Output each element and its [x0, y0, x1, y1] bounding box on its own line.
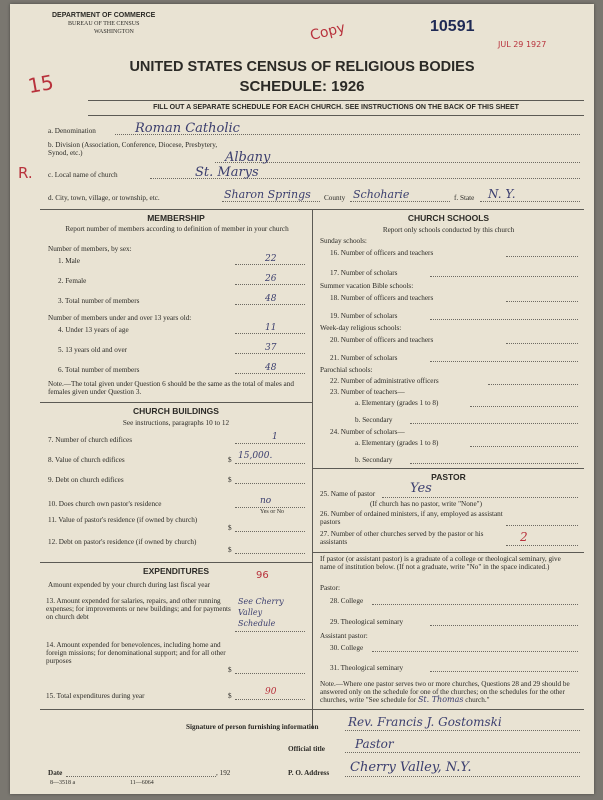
r-mark: R.	[18, 164, 33, 182]
census-schedule-sheet	[10, 4, 594, 794]
q24b-label: b. Secondary	[355, 456, 393, 464]
q11-dollar: $	[228, 524, 232, 532]
q13-label: 13. Amount expended for salaries, repairs, and other running expenses; for improvements or new buildings; and for payments on church debt	[46, 597, 231, 621]
q19-label: 19. Number of scholars	[330, 312, 398, 320]
q17-label: 17. Number of scholars	[330, 269, 398, 277]
q10-value: no	[260, 496, 272, 506]
q24a-label: a. Elementary (grades 1 to 8)	[355, 439, 439, 447]
q23a-label: a. Elementary (grades 1 to 8)	[355, 399, 439, 407]
q23-label: 23. Number of teachers—	[330, 388, 405, 396]
q15-value: 90	[265, 687, 277, 697]
q25-value: Yes	[410, 481, 432, 496]
po-address-label: P. O. Address	[288, 769, 330, 777]
q12-label: 12. Debt on pastor's residence (if owned by church)	[48, 538, 197, 546]
received-stamp: JUL 29 1927	[498, 40, 547, 49]
q3-label: 3. Total number of members	[58, 297, 140, 305]
po-address-value: Cherry Valley, N.Y.	[350, 760, 472, 775]
q7-value: 1	[272, 432, 278, 442]
q14-label: 14. Amount expended for benevolences, including home and foreign missions; for denominational support; and for all other purposes	[46, 641, 226, 665]
county-label: County	[324, 194, 346, 202]
form-number-2: 11—6064	[130, 780, 154, 786]
q26-label: 26. Number of ordained ministers, if any, employed as assistant pastors	[320, 510, 503, 526]
bureau-label: BUREAU OF THE CENSUS	[68, 21, 140, 27]
q13-note: See Cherry Valley Schedule	[238, 597, 284, 628]
q7-label: 7. Number of church edifices	[48, 436, 133, 444]
date-label: Date	[48, 769, 63, 777]
pastor-note-text: Note.—Where one pastor serves two or more churches, Questions 28 and 29 should be answered only on the schedule for one of the churches; on the schedules for the other churches, write "See schedule for	[320, 680, 570, 704]
division-value: Albany	[225, 150, 271, 165]
q15-label: 15. Total expenditures during year	[46, 692, 145, 700]
city-label: WASHINGTON	[94, 29, 134, 35]
q11-label: 11. Value of pastor's residence (if owned by church)	[48, 516, 198, 524]
margin-mark: 15	[26, 69, 56, 99]
q12-dollar: $	[228, 546, 232, 554]
pastor-note-value: St. Thomas	[417, 695, 464, 704]
q20-label: 20. Number of officers and teachers	[330, 336, 434, 344]
city-field-label: d. City, town, village, or township, etc.	[48, 194, 160, 202]
q2-label: 2. Female	[58, 277, 87, 285]
schedule-number: 10591	[430, 18, 475, 35]
q2-value: 26	[265, 274, 277, 284]
state-label: f. State	[454, 194, 475, 202]
county-value: Schoharie	[353, 188, 410, 201]
pastor-note-end: church."	[465, 696, 490, 704]
denomination-label: a. Denomination	[48, 127, 96, 135]
parochial-label: Parochial schools:	[320, 366, 373, 374]
college-note: If pastor (or assistant pastor) is a graduate of a college or theological seminary, give name of institution below. (If not a graduate, write "No" in the space indicated.)	[320, 555, 561, 571]
assistant-subheading: Assistant pastor:	[320, 632, 368, 640]
q18-label: 18. Number of officers and teachers	[330, 294, 434, 302]
q1-label: 1. Male	[58, 257, 80, 265]
division-label: b. Division (Association, Conference, Diocese, Presbytery, Synod, etc.)	[48, 141, 218, 157]
q8-value: 15,000.	[238, 451, 273, 461]
yes-no-hint: Yes or No	[260, 509, 285, 515]
q6-value: 48	[265, 363, 277, 373]
buildings-sub: See instructions, paragraphs 10 to 12	[122, 419, 230, 427]
expenditures-sub: Amount expended by your church during last fiscal year	[48, 581, 211, 589]
expenditures-sub-value: 96	[256, 570, 269, 581]
summer-label: Summer vacation Bible schools:	[320, 282, 414, 290]
q8-dollar: $	[228, 456, 232, 464]
q3-value: 48	[265, 294, 277, 304]
signature-value: Rev. Francis J. Gostomski	[348, 715, 502, 729]
membership-heading: MEMBERSHIP	[147, 213, 205, 223]
weekday-label: Week-day religious schools:	[320, 324, 402, 332]
buildings-heading: CHURCH BUILDINGS	[133, 406, 219, 416]
membership-note: Note.—The total given under Question 6 should be the same as the total of males and females given under Question 3.	[48, 380, 294, 396]
q1-value: 22	[265, 254, 277, 264]
pastor-heading: PASTOR	[431, 472, 466, 482]
schools-sub: Report only schools conducted by this church	[382, 226, 515, 234]
pastor-subheading: Pastor:	[320, 584, 340, 592]
local-name-label: c. Local name of church	[48, 171, 118, 179]
q15-dollar: $	[228, 692, 232, 700]
signature-label: Signature of person furnishing information	[186, 723, 319, 731]
department-label: DEPARTMENT OF COMMERCE	[52, 12, 156, 19]
q4-label: 4. Under 13 years of age	[58, 326, 129, 334]
q31-label: 31. Theological seminary	[330, 664, 404, 672]
q23b-label: b. Secondary	[355, 416, 393, 424]
local-name-value: St. Marys	[195, 165, 259, 180]
copy-note: Copy	[308, 19, 347, 45]
q27-value: 2	[520, 530, 528, 544]
official-title-label: Official title	[288, 745, 325, 753]
q10-label: 10. Does church own pastor's residence	[48, 500, 162, 508]
expenditures-heading: EXPENDITURES	[142, 566, 210, 576]
q22-label: 22. Number of administrative officers	[330, 377, 439, 385]
q27-label: 27. Number of other churches served by the pastor or his assistants	[320, 530, 484, 546]
pastor-note	[320, 680, 578, 704]
q28-label: 28. College	[330, 597, 364, 605]
q4-value: 11	[265, 323, 277, 333]
schedule-year: SCHEDULE: 1926	[239, 78, 365, 95]
membership-sub: Report number of members according to definition of member in your church	[65, 225, 289, 233]
q21-label: 21. Number of scholars	[330, 354, 398, 362]
city-value: Sharon Springs	[224, 188, 311, 201]
q9-dollar: $	[228, 476, 232, 484]
q14-dollar: $	[228, 666, 232, 674]
q24-label: 24. Number of scholars—	[330, 428, 405, 436]
schools-heading: CHURCH SCHOOLS	[407, 213, 490, 223]
q5-value: 37	[265, 343, 277, 353]
members-by-sex: Number of members, by sex:	[48, 245, 132, 253]
form-title: UNITED STATES CENSUS OF RELIGIOUS BODIES	[129, 59, 475, 75]
q25-label: 25. Name of pastor	[320, 490, 376, 498]
under-over-label: Number of members under and over 13 years old:	[48, 314, 192, 322]
state-value: N. Y.	[488, 187, 516, 201]
denomination-value: Roman Catholic	[135, 121, 240, 136]
q16-label: 16. Number of officers and teachers	[330, 249, 434, 257]
q30-label: 30. College	[330, 644, 364, 652]
date-year: , 192	[216, 769, 231, 777]
form-number: 8—3518 a	[50, 780, 76, 786]
instruction-line: FILL OUT A SEPARATE SCHEDULE FOR EACH CHURCH. SEE INSTRUCTIONS ON THE BACK OF THIS SHEET	[153, 104, 519, 111]
sunday-label: Sunday schools:	[320, 237, 367, 245]
q25-note: (If church has no pastor, write "None")	[370, 500, 482, 508]
q8-label: 8. Value of church edifices	[48, 456, 125, 464]
q9-label: 9. Debt on church edifices	[48, 476, 124, 484]
q6-label: 6. Total number of members	[58, 366, 140, 374]
q29-label: 29. Theological seminary	[330, 618, 404, 626]
q5-label: 5. 13 years old and over	[58, 346, 128, 354]
official-title-value: Pastor	[355, 737, 394, 751]
